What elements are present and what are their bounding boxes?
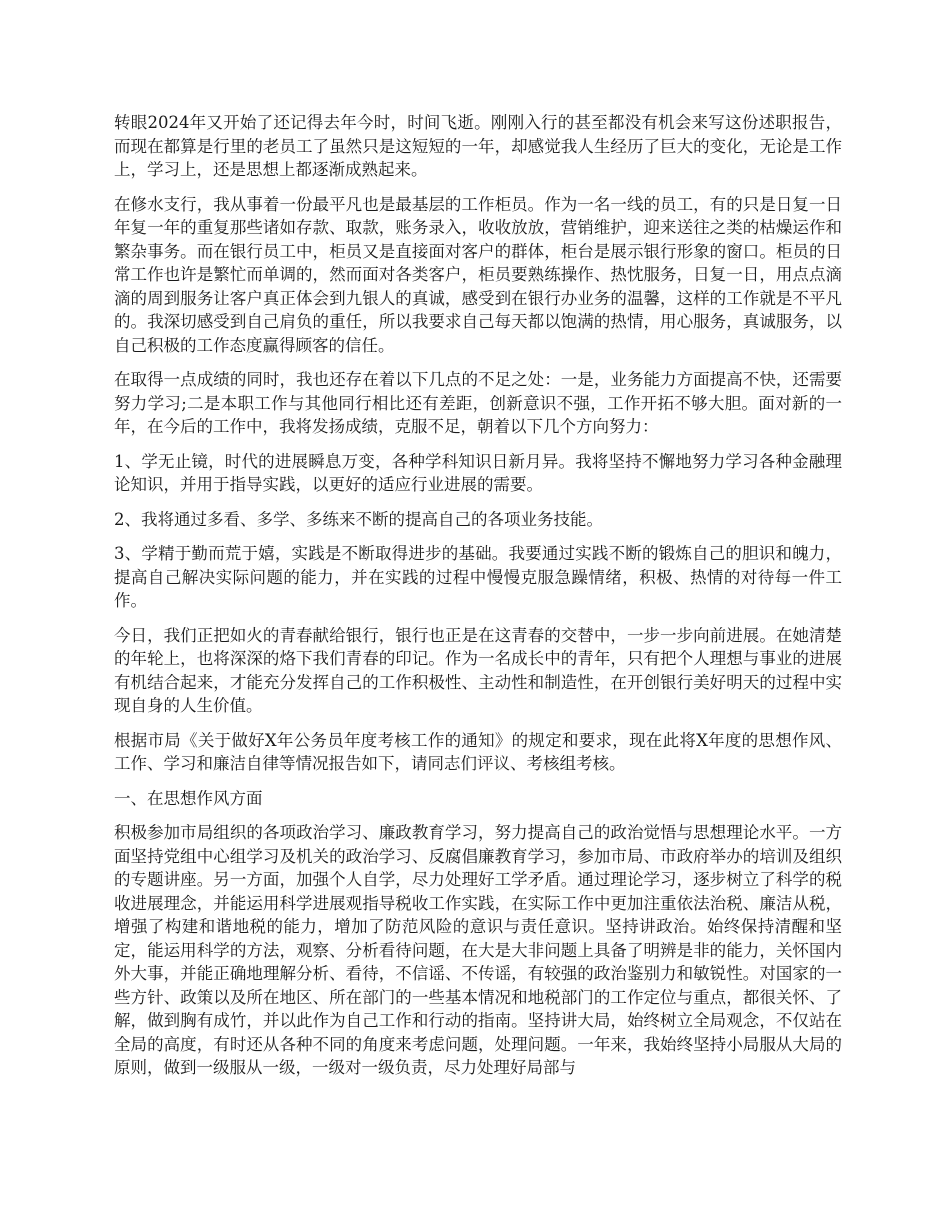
paragraph-report-intro: 根据市局《关于做好X年公务员年度考核工作的通知》的规定和要求，现在此将X年度的思想作风、工作、学习和廉洁自律等情况报告如下，请同志们评议、考核组考核。 xyxy=(114,730,842,773)
paragraph-ideology: 积极参加市局组织的各项政治学习、廉政教育学习，努力提高自己的政治觉悟与思想理论水平。一方面坚持党组中心组学习及机关的政治学习、反腐倡廉教育学习，参加市局、市政府举办的培训及组织的专题讲座。另一方面，加强个人自学，尽力处理好工学矛盾。通过理论学习，逐步树立了科学的税收进展理念，并能运用科学进展观指导税收工作实践，在实际工作中更加注重依法治税、廉洁从税，增强了构建和谐地税的能力，增加了防范风险的意识与责任意识。坚持讲政治。始终保持清醒和坚定，能运用科学的方法，观察、分析看待问题，在大是大非问题上具备了明辨是非的能力，关怀国内外大事，并能正确地理解分析、看待，不信谣、不传谣，有较强的政治鉴别力和敏锐性。对国家的一些方针、政策以及所在地区、所在部门的一些基本情况和地税部门的工作定位与重点，都很关怀、了解，做到胸有成竹，并以此作为自己工作和行动的指南。坚持讲大局，始终树立全局观念，不仅站在全局的高度，有时还从各种不同的角度来考虑问题，处理问题。一年来，我始终坚持小局服从大局的原则，做到一级服从一级，一级对一级负责，尽力处理好局部与 xyxy=(114,823,842,1077)
list-item-3: 3、学精于勤而荒于嬉，实践是不断取得进步的基础。我要通过实践不断的锻炼自己的胆识和魄力，提高自己解决实际问题的能力，并在实践的过程中慢慢克服急躁情绪，积极、热情的对待每一件工作。 xyxy=(114,544,842,610)
list-item-2: 2、我将通过多看、多学、多练来不断的提高自己的各项业务技能。 xyxy=(114,509,603,529)
list-item-1: 1、学无止镜，时代的进展瞬息万变，各种学科知识日新月异。我将坚持不懈地努力学习各种金融理论知识，并用于指导实践，以更好的适应行业进展的需要。 xyxy=(114,451,842,494)
document-body xyxy=(114,111,842,1091)
section-heading-ideology: 一、在思想作风方面 xyxy=(114,788,263,808)
paragraph-shortcomings: 在取得一点成绩的同时，我也还存在着以下几点的不足之处：一是，业务能力方面提高不快，还需要努力学习;二是本职工作与其他同行相比还有差距，创新意识不强，工作开拓不够大胆。面对新的一年，在今后的工作中，我将发扬成绩，克服不足，朝着以下几个方向努力： xyxy=(114,370,842,436)
paragraph-intro: 转眼2024年又开始了还记得去年今时，时间飞逝。刚刚入行的甚至都没有机会来写这份述职报告，而现在都算是行里的老员工了虽然只是这短短的一年，却感觉我人生经历了巨大的变化，无论是工作上，学习上，还是思想上都逐渐成熟起来。 xyxy=(114,113,842,179)
paragraph-teller-work: 在修水支行，我从事着一份最平凡也是最基层的工作柜员。作为一名一线的员工，有的只是日复一日年复一年的重复那些诸如存款、取款，账务录入，收收放放，营销维护，迎来送往之类的枯燥运作和繁杂事务。而在银行员工中，柜员又是直接面对客户的群体，柜台是展示银行形象的窗口。柜员的日常工作也许是繁忙而单调的，然而面对各类客户，柜员要熟练操作、热忱服务，日复一日，用点点滴滴的周到服务让客户真正体会到九银人的真诚，感受到在银行办业务的温馨，这样的工作就是不平凡的。我深切感受到自己肩负的重任，所以我要求自己每天都以饱满的热情，用心服务，真诚服务，以自己积极的工作态度赢得顾客的信任。 xyxy=(114,194,842,355)
paragraph-youth: 今日，我们正把如火的青春献给银行，银行也正是在这青春的交替中，一步一步向前进展。在她清楚的年轮上，也将深深的烙下我们青春的印记。作为一名成长中的青年，只有把个人理想与事业的进展有机结合起来，才能充分发挥自己的工作积极性、主动性和制造性，在开创银行美好明天的过程中实现自身的人生价值。 xyxy=(114,625,842,715)
